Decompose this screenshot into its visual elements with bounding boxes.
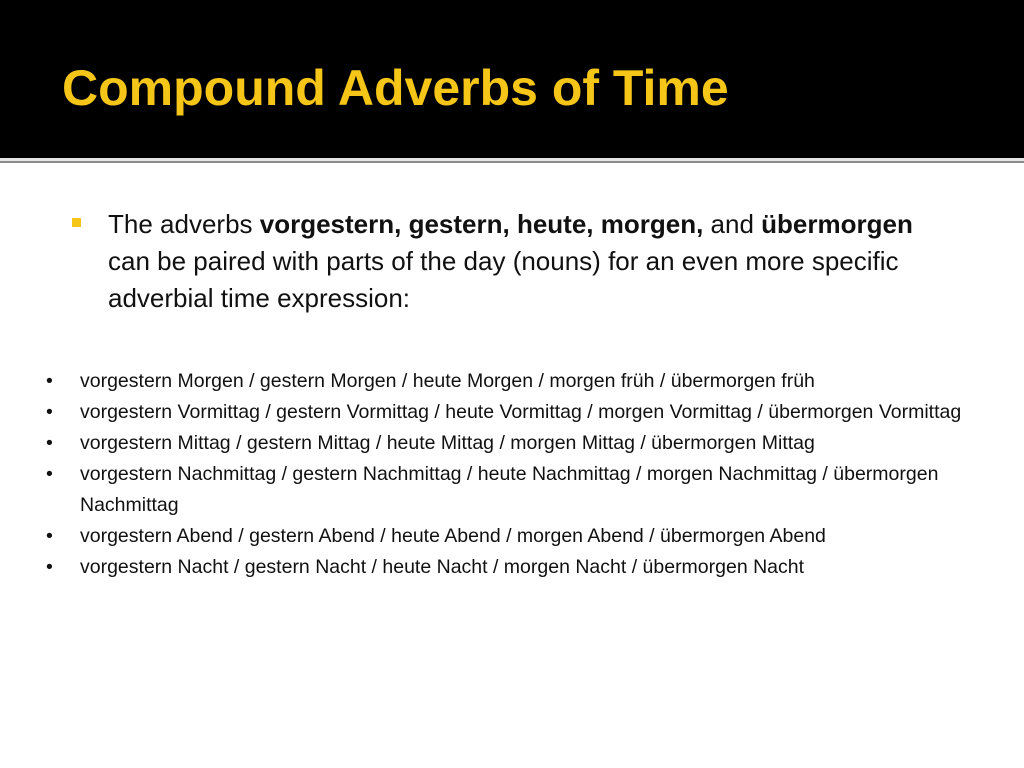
intro-part-3: can be paired with parts of the day (nouns) for an even more specific adverbial time expression:: [108, 246, 899, 313]
list-item-text: vorgestern Nachmittag / gestern Nachmittag / heute Nachmittag / morgen Nachmittag / übermorgen Nachmittag: [80, 463, 939, 516]
title-bar: [0, 0, 1024, 158]
divider-dark: [0, 161, 1024, 163]
bullet-dot-icon: •: [46, 401, 53, 423]
intro-bold-adverbs: vorgestern, gestern, heute, morgen,: [259, 209, 704, 239]
bullet-dot-icon: •: [46, 463, 53, 485]
intro-paragraph: [72, 206, 942, 317]
list-item: [44, 428, 1004, 459]
list-item: [44, 366, 1004, 397]
bullet-dot-icon: •: [46, 556, 53, 578]
list-item-text: vorgestern Morgen / gestern Morgen / heute Morgen / morgen früh / übermorgen früh: [80, 370, 815, 392]
intro-text: [108, 206, 942, 317]
list-item-text: vorgestern Abend / gestern Abend / heute Abend / morgen Abend / übermorgen Abend: [80, 525, 826, 547]
list-item-text: vorgestern Nacht / gestern Nacht / heute Nacht / morgen Nacht / übermorgen Nacht: [80, 556, 805, 578]
list-item: [44, 397, 1004, 428]
list-item: [44, 459, 1004, 521]
time-expression-list: [44, 366, 1004, 583]
slide-title: Compound Adverbs of Time: [62, 60, 729, 116]
list-item-text: vorgestern Vormittag / gestern Vormittag / heute Vormittag / morgen Vormittag / übermorgen Vormittag: [80, 401, 962, 423]
bullet-dot-icon: •: [46, 525, 53, 547]
intro-part-2: and: [703, 209, 762, 239]
bullet-dot-icon: •: [46, 370, 53, 392]
list-item-text: vorgestern Mittag / gestern Mittag / heute Mittag / morgen Mittag / übermorgen Mittag: [80, 432, 815, 454]
list-item: [44, 521, 1004, 552]
square-bullet-icon: [72, 218, 81, 227]
intro-bold-uebermorgen: übermorgen: [761, 209, 913, 239]
intro-part-1: The adverbs: [108, 209, 260, 239]
bullet-dot-icon: •: [46, 432, 53, 454]
list-item: [44, 552, 1004, 583]
